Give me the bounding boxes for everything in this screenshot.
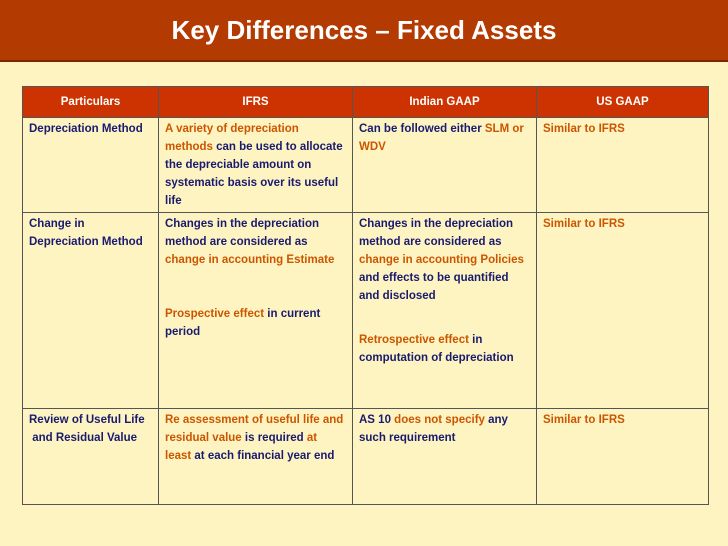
header-indian-gaap: Indian GAAP [353,87,537,118]
table-row [23,213,709,409]
us-gaap-cell: Similar to IFRS [537,409,709,505]
header-us-gaap: US GAAP [537,87,709,118]
header-particulars: Particulars [23,87,159,118]
indian-gaap-cell: Changes in the depreciation method are considered as change in accounting Policies and effects to be quantified and disclosed Retrospective effect in computation of depreciation [353,213,537,409]
comparison-table [22,86,709,505]
ifrs-cell: Re assessment of useful life and residual value is required at least at each financial year end [159,409,353,505]
us-gaap-cell: Similar to IFRS [537,118,709,213]
particular-cell: Review of Useful Life and Residual Value [23,409,159,505]
slide-title: Key Differences – Fixed Assets [0,0,728,62]
table-row [23,409,709,505]
particular-cell: Depreciation Method [23,118,159,213]
ifrs-cell: Changes in the depreciation method are considered as change in accounting Estimate Prospective effect in current period [159,213,353,409]
particular-cell: Change in Depreciation Method [23,213,159,409]
ifrs-cell: A variety of depreciation methods can be used to allocate the depreciable amount on systematic basis over its useful life [159,118,353,213]
header-row [23,87,709,118]
indian-gaap-cell: AS 10 does not specify any such requirement [353,409,537,505]
header-ifrs: IFRS [159,87,353,118]
table-row [23,118,709,213]
indian-gaap-cell: Can be followed either SLM or WDV [353,118,537,213]
us-gaap-cell: Similar to IFRS [537,213,709,409]
